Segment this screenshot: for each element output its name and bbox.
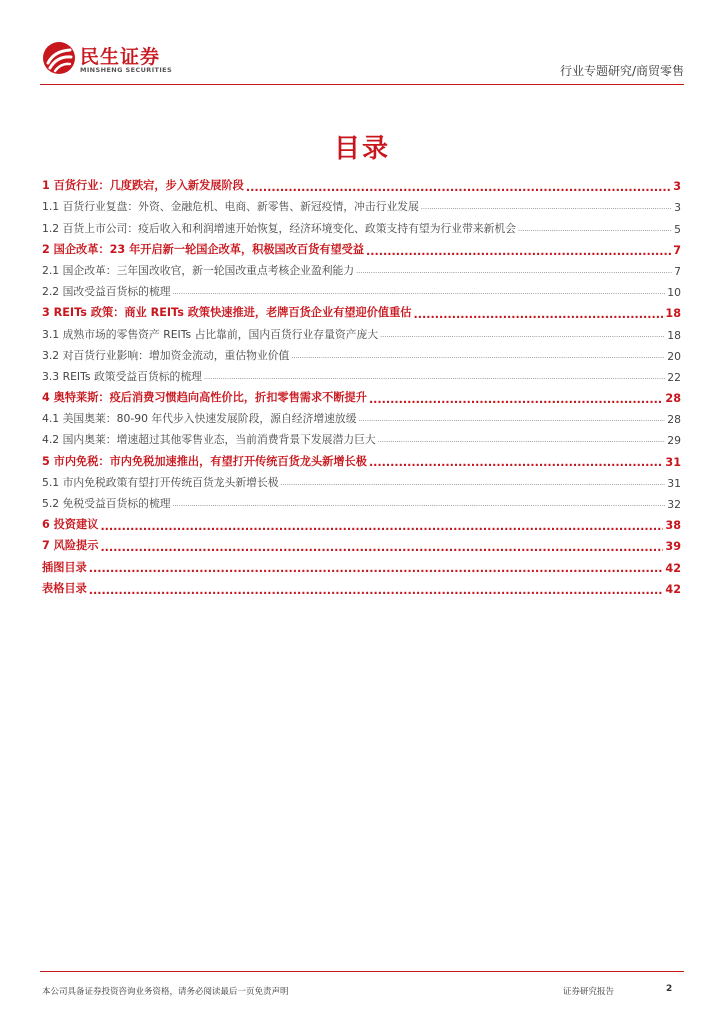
toc-entry-title: 4.1 美国奥莱：80-90 年代步入快速发展阶段，源自经济增速放缓 — [42, 412, 357, 426]
toc-entry-page: 28 — [667, 413, 681, 427]
table-of-contents — [42, 172, 681, 596]
toc-dot-leader — [173, 502, 666, 511]
toc-entry[interactable] — [42, 278, 681, 299]
toc-entry[interactable] — [42, 405, 681, 426]
toc-dot-leader — [366, 246, 671, 257]
toc-entry[interactable] — [42, 532, 681, 553]
toc-entry[interactable] — [42, 384, 681, 405]
toc-entry[interactable] — [42, 342, 681, 363]
toc-entry-page: 18 — [665, 307, 681, 321]
toc-entry-title: 2.2 国改受益百货标的梳理 — [42, 285, 171, 299]
footer-report-type: 证券研究报告 — [563, 987, 615, 997]
toc-dot-leader — [246, 182, 671, 193]
toc-entry-page: 18 — [667, 328, 681, 342]
toc-entry-title: 5.1 市内免税政策有望打开传统百货龙头新增长极 — [42, 475, 279, 489]
toc-entry[interactable] — [42, 575, 681, 596]
report-category: 行业专题研究/商贸零售 — [559, 64, 684, 78]
toc-entry-title: 4.2 国内奥莱：增速超过其他零售业态，当前消费背景下发展潜力巨大 — [42, 433, 376, 447]
toc-dot-leader — [281, 481, 666, 490]
toc-entry-title: 5.2 免税受益百货标的梳理 — [42, 497, 171, 510]
toc-entry-title: 2.1 国企改革：三年国改收官，新一轮国改重点考核企业盈利能力 — [42, 263, 355, 277]
toc-entry[interactable] — [42, 469, 681, 490]
toc-entry-title: 1.1 百货行业复盘：外资、金融危机、电商、新零售、新冠疫情，冲击行业发展 — [42, 200, 419, 214]
toc-entry-page: 5 — [674, 222, 681, 236]
toc-dot-leader — [380, 333, 665, 342]
toc-entry[interactable] — [42, 447, 681, 468]
toc-entry-title: 1.2 百货上市公司：疫后收入和利润增速开始恢复，经济环境变化、政策支持有望为行业带来新机会 — [42, 221, 517, 235]
footer-disclaimer: 本公司具备证券投资咨询业务资格，请务必阅读最后一页免责声明 — [42, 987, 289, 997]
toc-entry-page: 31 — [667, 476, 681, 490]
toc-entry-title: 1 百货行业：几度跌宕，步入新发展阶段 — [42, 179, 244, 193]
toc-entry[interactable] — [42, 172, 681, 193]
toc-entry-title: 3 REITs 政策：商业 REITs 政策快速推进，老牌百货企业有望迎价值重估 — [42, 306, 412, 320]
toc-entry-page: 29 — [667, 434, 681, 448]
toc-entry-page: 7 — [673, 243, 681, 257]
brand-name-cn: 民生证券 — [80, 46, 161, 68]
toc-entry-title: 2 国企改革：23 年开启新一轮国企改革，积极国改百货有望受益 — [42, 242, 365, 256]
toc-dot-leader — [89, 585, 664, 596]
toc-dot-leader — [100, 521, 663, 532]
toc-entry-title: 7 风险提示 — [42, 539, 99, 553]
toc-entry-title: 插图目录 — [42, 560, 87, 574]
toc-dot-leader — [369, 394, 663, 405]
toc-entry-page: 38 — [665, 519, 681, 533]
toc-dot-leader — [421, 205, 672, 214]
toc-entry[interactable] — [42, 193, 681, 214]
toc-dot-leader — [359, 417, 666, 426]
toc-entry-page: 7 — [674, 264, 681, 278]
toc-entry[interactable] — [42, 490, 681, 511]
toc-entry-page: 20 — [667, 349, 681, 363]
toc-entry[interactable] — [42, 299, 681, 320]
toc-entry-title: 3.2 对百货行业影响：增加资金流动，重估物业价值 — [42, 348, 290, 362]
header-divider — [40, 84, 684, 85]
toc-entry-title: 5 市内免税：市内免税加速推出，有望打开传统百货龙头新增长极 — [42, 454, 367, 468]
toc-entry[interactable] — [42, 214, 681, 235]
toc-entry-page: 42 — [665, 582, 681, 596]
toc-dot-leader — [173, 290, 666, 299]
toc-dot-leader — [369, 457, 663, 468]
page-number: 2 — [666, 984, 673, 994]
toc-entry[interactable] — [42, 511, 681, 532]
toc-title: 目录 — [333, 134, 390, 164]
toc-entry[interactable] — [42, 426, 681, 447]
toc-dot-leader — [89, 563, 664, 574]
toc-entry-title: 3.1 成熟市场的零售资产 REITs 占比靠前，国内百货行业存量资产庞大 — [42, 327, 379, 341]
toc-entry-title: 表格目录 — [42, 581, 87, 595]
toc-entry-page: 39 — [665, 540, 681, 554]
toc-dot-leader — [100, 542, 663, 553]
toc-entry[interactable] — [42, 320, 681, 341]
toc-dot-leader — [291, 354, 665, 363]
toc-entry-page: 10 — [667, 286, 681, 300]
toc-entry-page: 28 — [665, 392, 681, 406]
toc-entry-page: 32 — [667, 498, 681, 511]
toc-entry-page: 42 — [665, 561, 681, 575]
brand-name-en: MINSHENG SECURITIES — [80, 66, 173, 74]
toc-dot-leader — [204, 375, 665, 384]
footer-divider — [40, 971, 684, 972]
toc-entry[interactable] — [42, 553, 681, 574]
toc-entry[interactable] — [42, 363, 681, 384]
toc-entry-page: 3 — [674, 201, 681, 215]
toc-entry-title: 6 投资建议 — [42, 518, 99, 532]
toc-entry-title: 4 奥特莱斯：疫后消费习惯趋向高性价比，折扣零售需求不断提升 — [42, 391, 367, 405]
toc-dot-leader — [518, 227, 672, 236]
page-header — [40, 38, 684, 84]
toc-entry-page: 22 — [667, 370, 681, 384]
toc-dot-leader — [414, 309, 664, 320]
brand-logo — [40, 38, 200, 78]
toc-dot-leader — [356, 269, 672, 278]
toc-dot-leader — [378, 438, 666, 447]
toc-entry[interactable] — [42, 257, 681, 278]
toc-entry-title: 3.3 REITs 政策受益百货标的梳理 — [42, 369, 202, 383]
toc-entry-page: 3 — [673, 180, 681, 194]
minsheng-logo-icon — [42, 41, 76, 75]
toc-entry-page: 31 — [665, 455, 681, 469]
toc-entry[interactable] — [42, 236, 681, 257]
